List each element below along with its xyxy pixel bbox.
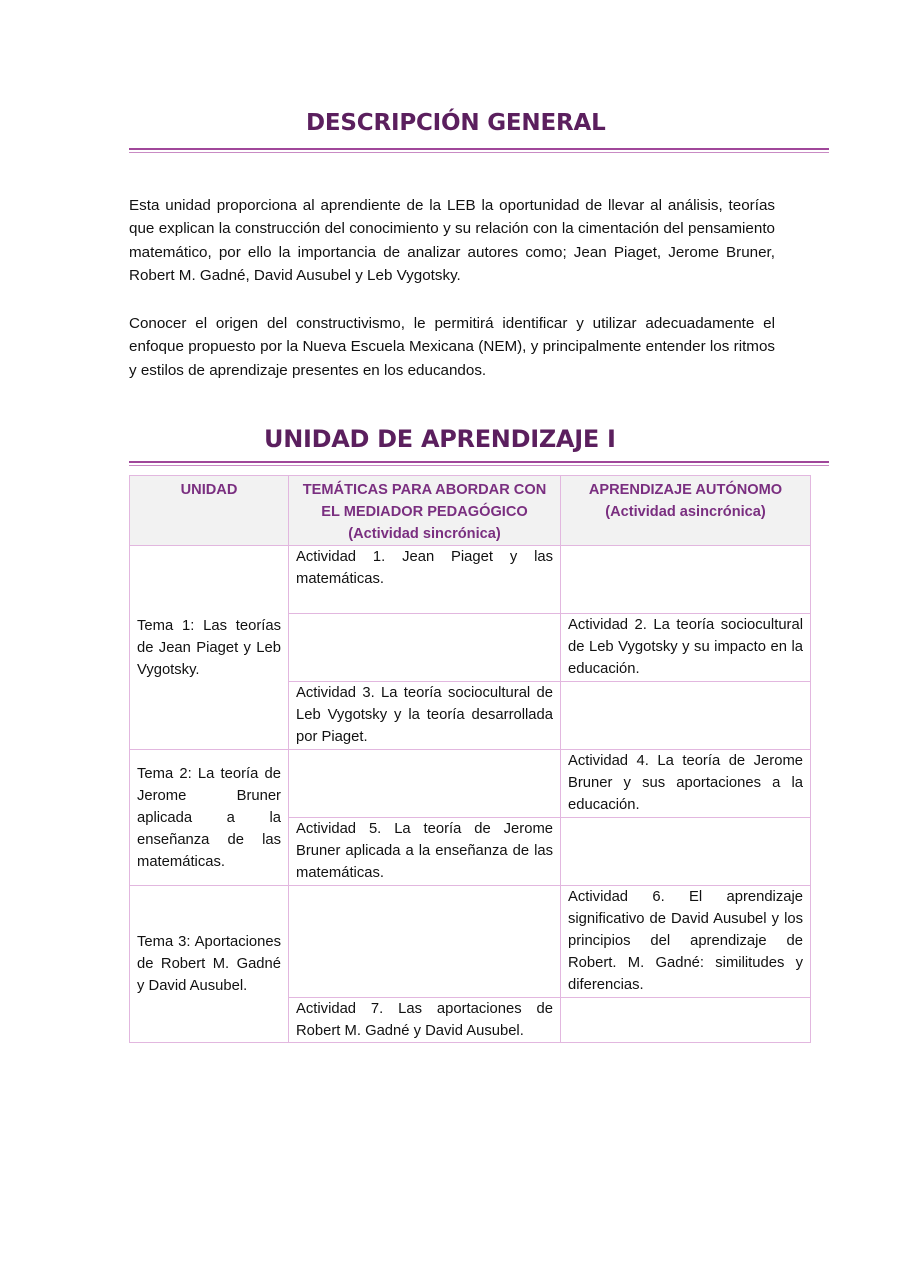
table-row [130,546,811,614]
section-title-learning-unit: UNIDAD DE APRENDIZAJE I [264,425,616,453]
theme-cell: Tema 1: Las teorías de Jean Piaget y Leb Vygotsky. [130,546,289,750]
empty-cell [561,546,811,614]
description-paragraph-2: Conocer el origen del constructivismo, le permitirá identificar y utilizar adecuadamente el enfoque propuesto por la Nueva Escuela Mexicana (NEM), y principalmente entender los ritmos y estilos de aprendizaje presentes en los educandos. [129,315,775,379]
activity-cell: Actividad 3. La teoría sociocultural de Leb Vygotsky y la teoría desarrollada por Piaget. [289,682,561,750]
activity-cell: Actividad 5. La teoría de Jerome Bruner aplicada a la enseñanza de las matemáticas. [289,818,561,886]
header-unit: UNIDAD [130,476,289,546]
activity-cell: Actividad 4. La teoría de Jerome Bruner y sus aportaciones a la educación. [561,750,811,818]
theme-cell: Tema 3: Aportaciones de Robert M. Gadné y David Ausubel. [130,886,289,1043]
description-paragraph-1: Esta unidad proporciona al aprendiente de la LEB la oportunidad de llevar al análisis, teorías que explican la construcción del conocimiento y su relación con la cimentación del pensamiento matemático, por ello la importancia de analizar autores como; Jean Piaget, Jerome Bruner, Robert M. Gadné, David Ausubel y Leb Vygotsky. [129,197,775,284]
header-autonomous-subtitle: (Actividad asincrónica) [605,504,766,520]
section-title-general-description: DESCRIPCIÓN GENERAL [306,110,606,136]
header-autonomous [561,476,811,546]
table-header-row [130,476,811,546]
activity-cell: Actividad 2. La teoría sociocultural de Leb Vygotsky y su impacto en la educación. [561,614,811,682]
table-row [130,886,811,998]
empty-cell [561,682,811,750]
title-underline [129,148,829,153]
empty-cell [289,750,561,818]
learning-unit-table [129,475,811,1043]
header-synchronous-subtitle: (Actividad sincrónica) [348,526,501,542]
header-synchronous-title: TEMÁTICAS PARA ABORDAR CON EL MEDIADOR PEDAGÓGICO [302,482,547,520]
empty-cell [289,886,561,998]
activity-cell: Actividad 6. El aprendizaje significativo de David Ausubel y los principios del aprendizaje de Robert. M. Gadné: similitudes y diferencias. [561,886,811,998]
activity-cell: Actividad 1. Jean Piaget y las matemáticas. [289,546,561,614]
empty-cell [561,998,811,1043]
empty-cell [289,614,561,682]
title-underline [129,461,829,466]
empty-cell [561,818,811,886]
table-row [130,750,811,818]
header-autonomous-title: APRENDIZAJE AUTÓNOMO [588,482,783,498]
activity-cell: Actividad 7. Las aportaciones de Robert M. Gadné y David Ausubel. [289,998,561,1043]
header-synchronous [289,476,561,546]
theme-cell: Tema 2: La teoría de Jerome Bruner aplicada a la enseñanza de las matemáticas. [130,750,289,886]
